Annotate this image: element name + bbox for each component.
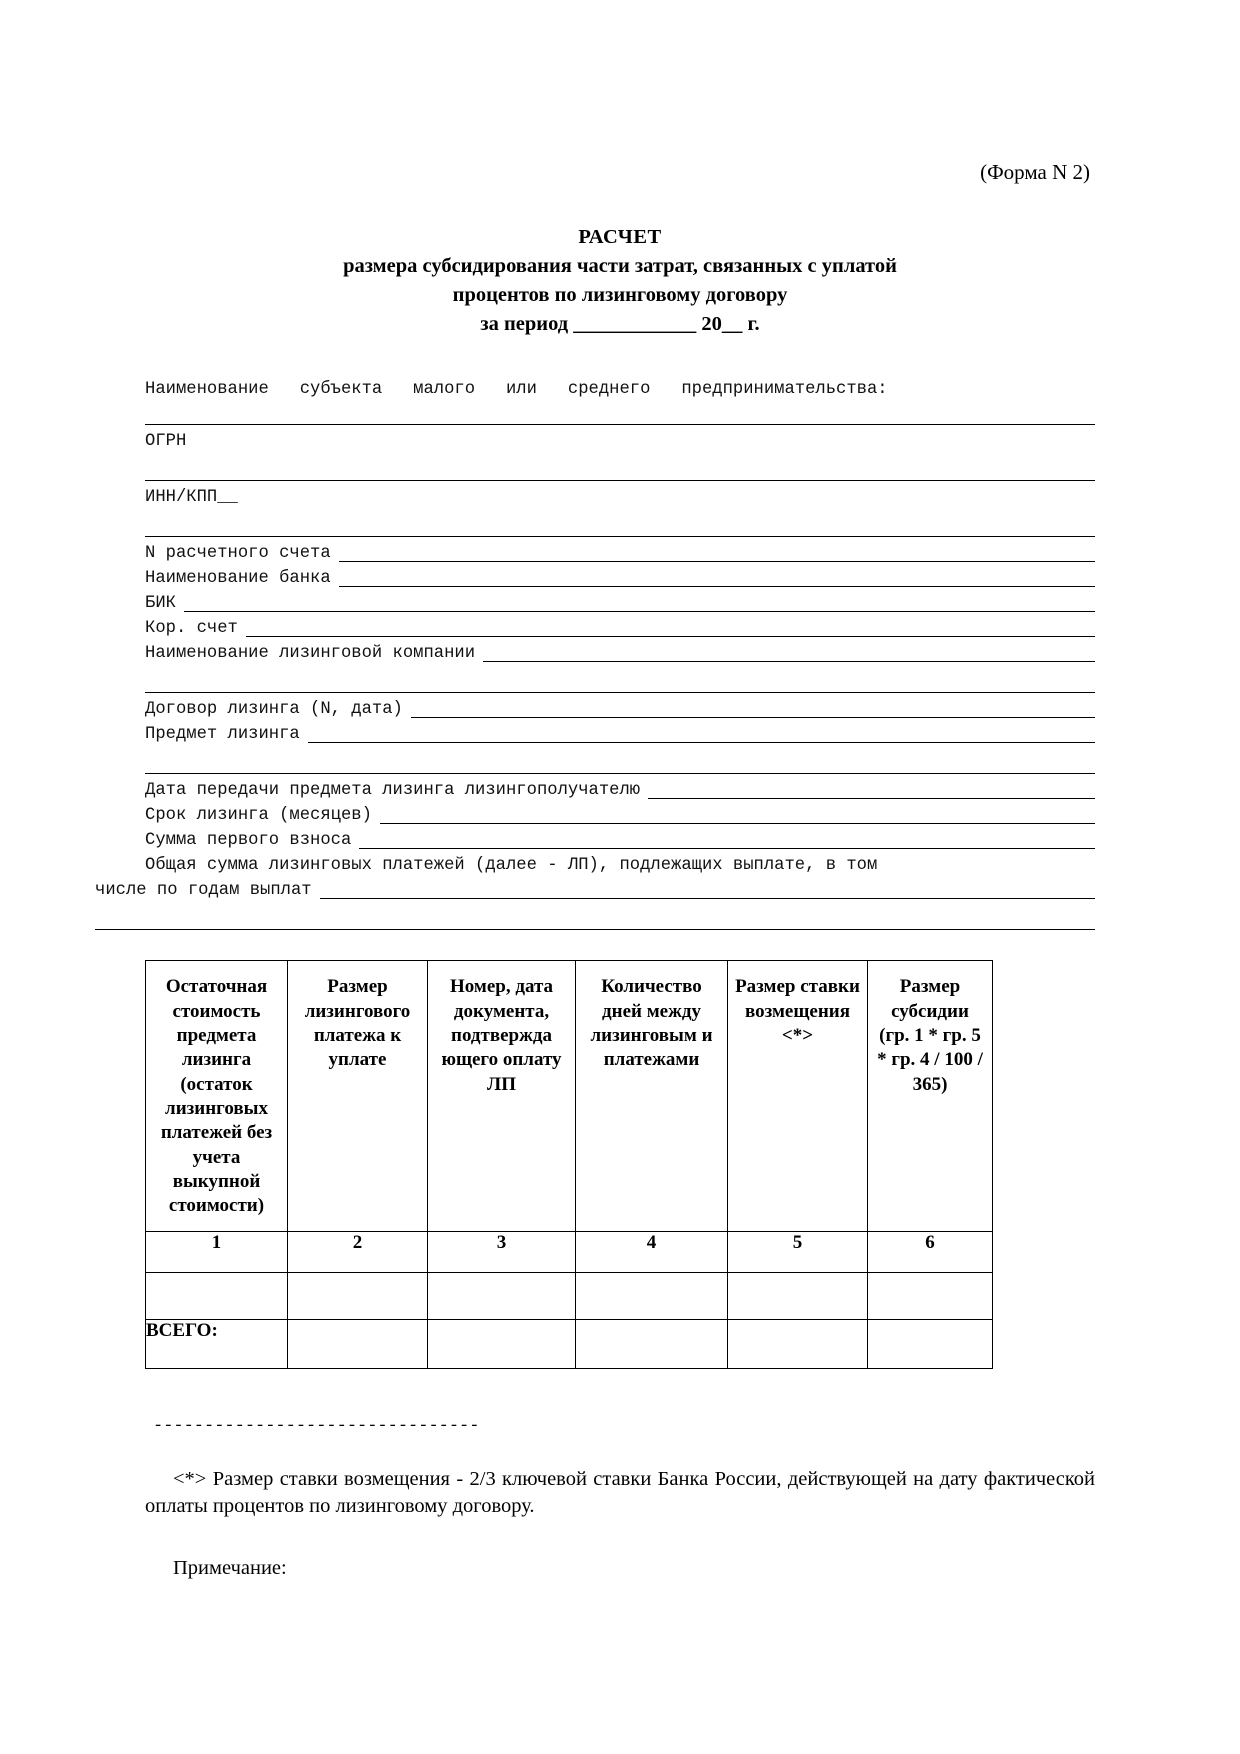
form-number: (Форма N 2) bbox=[980, 160, 1090, 184]
field-transfer-date-input[interactable] bbox=[648, 784, 1095, 799]
table-row bbox=[146, 1272, 993, 1319]
field-total-payments-line2 bbox=[95, 874, 1095, 899]
table-header-residual-value: Остаточная стоимость предмета лизинга (остаток лизинговых платежей без учета выкупной стоимости) bbox=[146, 961, 288, 1231]
field-subject bbox=[145, 718, 1095, 743]
column-number-3: 3 bbox=[428, 1231, 576, 1272]
table-total-subsidy-amount[interactable] bbox=[868, 1319, 993, 1368]
form-fields-section bbox=[95, 373, 1095, 930]
table-cell-document-number[interactable] bbox=[428, 1272, 576, 1319]
field-bank-name-input[interactable] bbox=[339, 572, 1095, 587]
field-account-input[interactable] bbox=[339, 547, 1095, 562]
field-applicant-name bbox=[145, 373, 1095, 398]
title-line-1: РАСЧЕТ bbox=[578, 226, 662, 248]
field-total-payments-label-1: Общая сумма лизинговых платежей (далее - ЛП), подлежащих выплате, в том bbox=[145, 856, 878, 876]
field-subject-label: Предмет лизинга bbox=[145, 725, 300, 745]
field-bik-label: БИК bbox=[145, 594, 176, 614]
table-cell-payment-amount[interactable] bbox=[288, 1272, 428, 1319]
field-subject-rule2[interactable] bbox=[145, 757, 1095, 774]
field-total-payments-label-2: числе по годам выплат bbox=[95, 881, 312, 901]
field-ogrn-label: ОГРН bbox=[145, 432, 187, 452]
column-number-6: 6 bbox=[868, 1231, 993, 1272]
column-number-5: 5 bbox=[728, 1231, 868, 1272]
field-contract-label: Договор лизинга (N, дата) bbox=[145, 700, 403, 720]
field-inn-kpp bbox=[145, 481, 1095, 506]
field-total-payments-input[interactable] bbox=[320, 884, 1095, 899]
field-bik-input[interactable] bbox=[184, 597, 1095, 612]
table-total-days-count[interactable] bbox=[576, 1319, 728, 1368]
table-column-numbers-row bbox=[146, 1231, 993, 1272]
field-total-payments-line1 bbox=[145, 849, 1095, 874]
field-inn-kpp-label: ИНН/КПП__ bbox=[145, 488, 238, 508]
column-number-4: 4 bbox=[576, 1231, 728, 1272]
footnote-text: <*> Размер ставки возмещения - 2/3 ключевой ставки Банка России, действующей на дату фактической оплаты процентов по лизинговому договору. bbox=[145, 1467, 1095, 1518]
field-transfer-date bbox=[145, 774, 1095, 799]
field-bank-name bbox=[145, 562, 1095, 587]
table-cell-residual-value[interactable] bbox=[146, 1272, 288, 1319]
table-total-label: ВСЕГО: bbox=[146, 1319, 288, 1368]
field-corr-account-label: Кор. счет bbox=[145, 619, 238, 639]
field-corr-account bbox=[145, 612, 1095, 637]
subsidy-calculation-table bbox=[145, 960, 993, 1368]
field-term-label: Срок лизинга (месяцев) bbox=[145, 806, 372, 826]
table-header-subsidy-amount: Размер субсидии (гр. 1 * гр. 5 * гр. 4 / 100 / 365) bbox=[868, 961, 993, 1231]
field-total-payments-rule2[interactable] bbox=[95, 913, 1095, 930]
table-cell-subsidy-amount[interactable] bbox=[868, 1272, 993, 1319]
field-term-input[interactable] bbox=[380, 809, 1095, 824]
field-corr-account-input[interactable] bbox=[246, 622, 1095, 637]
title-line-3: процентов по лизинговому договору bbox=[452, 284, 788, 307]
field-ogrn-rule[interactable] bbox=[145, 464, 1095, 481]
table-header-payment-amount: Размер лизингового платежа к уплате bbox=[288, 961, 428, 1231]
field-leasing-company-label: Наименование лизинговой компании bbox=[145, 644, 476, 664]
field-account-label: N расчетного счета bbox=[145, 544, 331, 564]
table-header-days-count: Количество дней между лизинговым и платежами bbox=[576, 961, 728, 1231]
table-total-row bbox=[146, 1319, 993, 1368]
note-label: Примечание: bbox=[173, 1556, 287, 1579]
column-number-1: 1 bbox=[146, 1231, 288, 1272]
table-header-document-number: Номер, дата документа, подтвержда ющего оплату ЛП bbox=[428, 961, 576, 1231]
footnote-separator: -------------------------------- bbox=[153, 1416, 480, 1436]
field-term bbox=[145, 799, 1095, 824]
field-applicant-name-label: Наименование субъекта малого или среднего предпринимательства: bbox=[145, 380, 888, 400]
field-first-payment bbox=[145, 824, 1095, 849]
field-contract-input[interactable] bbox=[411, 703, 1095, 718]
table-cell-rate-amount[interactable] bbox=[728, 1272, 868, 1319]
field-applicant-name-rule[interactable] bbox=[145, 408, 1095, 425]
field-first-payment-input[interactable] bbox=[359, 834, 1095, 849]
field-leasing-company-input[interactable] bbox=[483, 647, 1095, 662]
field-transfer-date-label: Дата передачи предмета лизинга лизингополучателю bbox=[145, 781, 641, 801]
field-first-payment-label: Сумма первого взноса bbox=[145, 831, 352, 851]
table-total-payment-amount[interactable] bbox=[288, 1319, 428, 1368]
document-title-block bbox=[145, 223, 1095, 339]
table-cell-days-count[interactable] bbox=[576, 1272, 728, 1319]
title-line-2: размера субсидирования части затрат, связанных с уплатой bbox=[343, 255, 897, 278]
table-total-rate-amount[interactable] bbox=[728, 1319, 868, 1368]
field-account bbox=[145, 537, 1095, 562]
table-header-rate-amount: Размер ставки возмещения <*> bbox=[728, 961, 868, 1231]
field-contract bbox=[145, 693, 1095, 718]
field-subject-input[interactable] bbox=[308, 728, 1095, 743]
column-number-2: 2 bbox=[288, 1231, 428, 1272]
title-line-4: за период ____________ 20__ г. bbox=[480, 313, 760, 336]
field-ogrn bbox=[145, 425, 1095, 450]
field-bank-name-label: Наименование банка bbox=[145, 569, 331, 589]
field-leasing-company bbox=[145, 637, 1095, 662]
field-leasing-company-rule2[interactable] bbox=[145, 676, 1095, 693]
table-total-document-number[interactable] bbox=[428, 1319, 576, 1368]
field-inn-kpp-rule[interactable] bbox=[145, 520, 1095, 537]
table-header-row bbox=[146, 961, 993, 1231]
field-bik bbox=[145, 587, 1095, 612]
